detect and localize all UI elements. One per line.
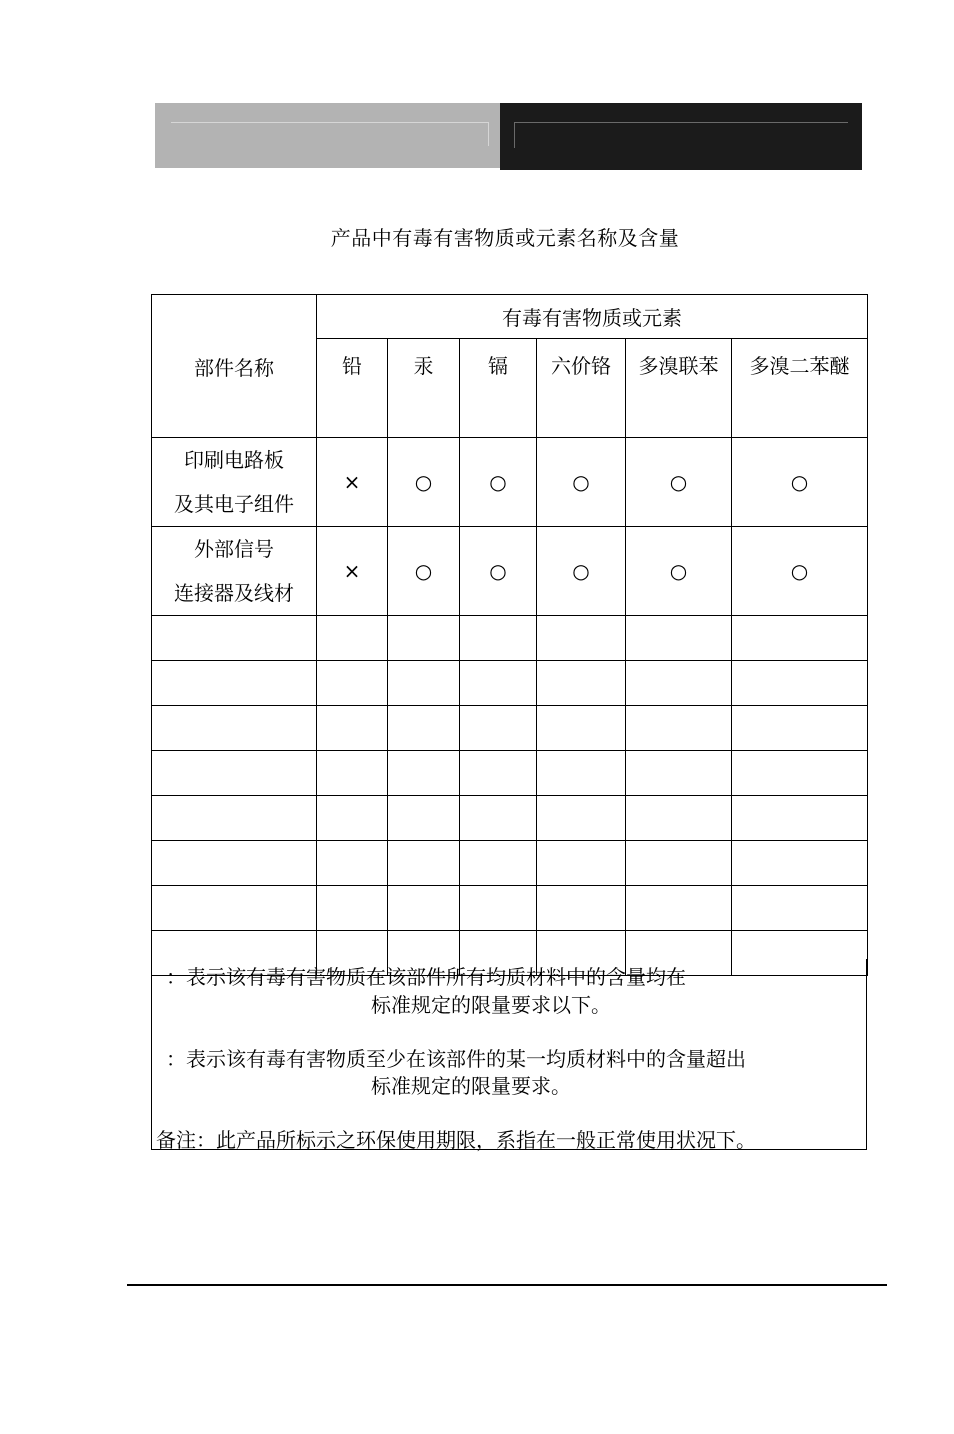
empty-cell xyxy=(460,751,537,796)
header-banner xyxy=(155,103,862,170)
empty-table-row xyxy=(152,751,868,796)
empty-cell xyxy=(388,886,460,931)
substance-group-header: 有毒有害物质或元素 xyxy=(317,295,868,339)
empty-cell xyxy=(152,616,317,661)
substance-header-pbb: 多溴联苯 xyxy=(626,339,732,438)
empty-cell xyxy=(732,886,868,931)
part-name-cell xyxy=(152,527,317,616)
empty-cell xyxy=(626,886,732,931)
table-header-row xyxy=(152,295,868,339)
mark-cell: ○ xyxy=(388,527,460,616)
empty-cell xyxy=(317,841,388,886)
empty-cell xyxy=(317,616,388,661)
note-exceeds-limit-continued: 标准规定的限量要求。 xyxy=(371,1074,571,1098)
empty-cell xyxy=(626,706,732,751)
note-exceeds-limit: ：表示该有毒有害物质至少在该部件的某一均质材料中的含量超出 xyxy=(166,1047,746,1071)
substance-header-pbde: 多溴二苯醚 xyxy=(732,339,868,438)
mark-cell: × xyxy=(317,438,388,527)
empty-cell xyxy=(537,841,626,886)
empty-cell xyxy=(537,616,626,661)
substance-header-mercury: 汞 xyxy=(388,339,460,438)
mark-cell: ○ xyxy=(626,438,732,527)
note-below-limit: ：表示该有毒有害物质在该部件所有均质材料中的含量均在 xyxy=(166,965,686,989)
empty-cell xyxy=(626,661,732,706)
empty-cell xyxy=(152,661,317,706)
empty-cell xyxy=(537,886,626,931)
empty-table-row xyxy=(152,886,868,931)
empty-cell xyxy=(626,841,732,886)
empty-cell xyxy=(152,841,317,886)
header-decor-line xyxy=(514,122,848,123)
remark-note: 备注：此产品所标示之环保使用期限，系指在一般正常使用状况下。 xyxy=(156,1128,756,1152)
empty-cell xyxy=(152,751,317,796)
part-name-line: 印刷电路板 xyxy=(184,448,284,472)
table-row xyxy=(152,438,868,527)
empty-cell xyxy=(732,751,868,796)
empty-cell xyxy=(732,706,868,751)
empty-table-row xyxy=(152,841,868,886)
substance-header-cadmium: 镉 xyxy=(460,339,537,438)
empty-cell xyxy=(626,751,732,796)
table-row xyxy=(152,527,868,616)
empty-table-row xyxy=(152,616,868,661)
hazardous-substance-table xyxy=(151,294,868,976)
mark-cell: ○ xyxy=(388,438,460,527)
empty-cell xyxy=(317,751,388,796)
part-name-line: 及其电子组件 xyxy=(174,492,294,516)
empty-cell xyxy=(388,796,460,841)
mark-cell: ○ xyxy=(626,527,732,616)
mark-cell: ○ xyxy=(537,438,626,527)
substance-header-lead: 铅 xyxy=(317,339,388,438)
header-banner-right xyxy=(500,103,862,170)
footer-divider xyxy=(127,1284,887,1286)
empty-cell xyxy=(626,796,732,841)
empty-cell xyxy=(537,661,626,706)
empty-cell xyxy=(537,706,626,751)
mark-cell: ○ xyxy=(460,438,537,527)
empty-cell xyxy=(732,796,868,841)
part-name-header: 部件名称 xyxy=(152,295,317,438)
empty-cell xyxy=(388,751,460,796)
empty-cell xyxy=(388,616,460,661)
mark-cell: ○ xyxy=(732,527,868,616)
empty-cell xyxy=(460,706,537,751)
part-name-line: 外部信号 xyxy=(194,537,274,561)
empty-cell xyxy=(317,661,388,706)
empty-cell xyxy=(732,616,868,661)
empty-cell xyxy=(317,886,388,931)
empty-cell xyxy=(460,616,537,661)
header-decor-line xyxy=(514,122,515,148)
empty-table-row xyxy=(152,661,868,706)
header-decor-line xyxy=(488,122,489,146)
empty-cell xyxy=(732,841,868,886)
header-banner-left xyxy=(155,103,500,168)
empty-cell xyxy=(626,616,732,661)
empty-cell xyxy=(460,841,537,886)
part-name-cell xyxy=(152,438,317,527)
table-notes xyxy=(151,959,867,1150)
empty-cell xyxy=(152,886,317,931)
document-title: 产品中有毒有害物质或元素名称及含量 xyxy=(330,226,680,250)
note-below-limit-continued: 标准规定的限量要求以下。 xyxy=(371,993,611,1017)
part-name-line: 连接器及线材 xyxy=(174,581,294,605)
empty-cell xyxy=(537,751,626,796)
empty-cell xyxy=(152,706,317,751)
empty-table-row xyxy=(152,706,868,751)
substance-header-chromium: 六价铬 xyxy=(537,339,626,438)
empty-cell xyxy=(388,661,460,706)
mark-cell: ○ xyxy=(537,527,626,616)
empty-cell xyxy=(317,796,388,841)
empty-cell xyxy=(388,706,460,751)
mark-cell: × xyxy=(317,527,388,616)
empty-cell xyxy=(317,706,388,751)
empty-table-row xyxy=(152,796,868,841)
mark-cell: ○ xyxy=(460,527,537,616)
empty-cell xyxy=(460,886,537,931)
empty-cell xyxy=(537,796,626,841)
header-decor-line xyxy=(171,122,489,123)
empty-cell xyxy=(152,796,317,841)
empty-cell xyxy=(460,661,537,706)
empty-cell xyxy=(388,841,460,886)
mark-cell: ○ xyxy=(732,438,868,527)
empty-cell xyxy=(460,796,537,841)
empty-cell xyxy=(732,661,868,706)
